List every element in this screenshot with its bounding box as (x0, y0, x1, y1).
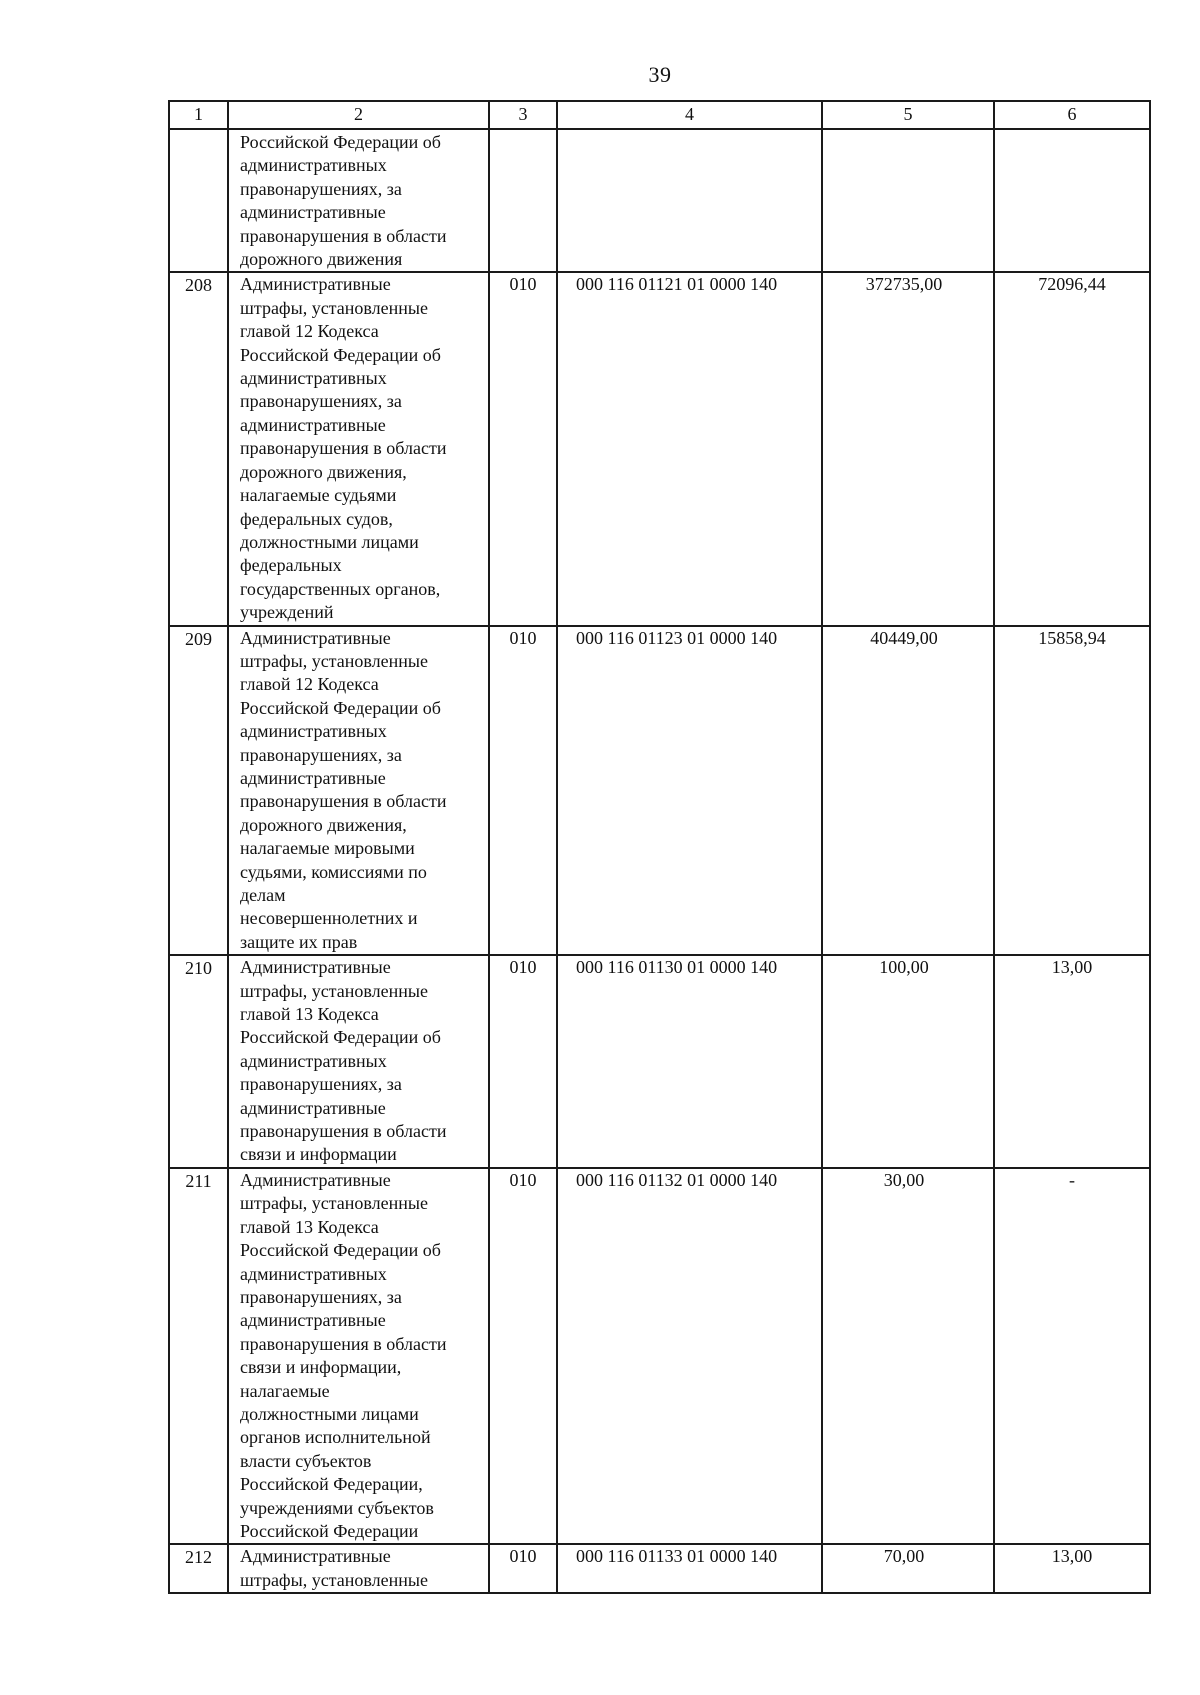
table-row (169, 272, 1150, 625)
header-col-2: 2 (228, 101, 489, 129)
cell-kbk (557, 129, 822, 272)
name-line: штрафы, установленные (240, 650, 428, 671)
name-line: административные (240, 414, 386, 435)
cell-kbk: 000 116 01133 01 0000 140 (557, 1544, 822, 1593)
name-line: правонарушения в области (240, 438, 447, 459)
name-line: органов исполнительной (240, 1427, 431, 1448)
name-line: главой 13 Кодекса (240, 1004, 379, 1025)
name-line: делам (240, 885, 286, 905)
cell-value5: 40449,00 (822, 626, 994, 956)
name-line: Административные (240, 1169, 391, 1190)
name-line: штрафы, установленные (240, 297, 428, 318)
cell-value6: 13,00 (994, 1544, 1150, 1593)
name-line: административные (240, 1310, 386, 1331)
cell-num: 211 (169, 1168, 228, 1545)
name-line: налагаемые мировыми (240, 838, 415, 859)
name-line: административных (240, 1050, 387, 1071)
name-line: Российской Федерации об (240, 344, 441, 365)
name-line: административных (240, 721, 387, 742)
name-line: правонарушениях, за (240, 744, 402, 765)
name-line: налагаемые (240, 1380, 330, 1401)
cell-code: 010 (489, 955, 557, 1168)
name-line: дорожного движения, (240, 814, 407, 835)
name-line: Российской Федерации об (240, 1027, 441, 1048)
cell-value5: 30,00 (822, 1168, 994, 1545)
name-line: федеральных (240, 555, 342, 576)
name-line: несовершеннолетних и (240, 908, 418, 929)
name-line: связи и информации (240, 1144, 397, 1165)
name-line: правонарушениях, за (240, 391, 402, 412)
table-row (169, 1544, 1150, 1593)
name-line: Административные (240, 1546, 391, 1567)
name-line: правонарушения в области (240, 225, 447, 246)
cell-name (228, 626, 489, 956)
continuation-row (169, 129, 1150, 272)
name-line: дорожного движения (240, 249, 403, 270)
budget-table (168, 100, 1151, 1594)
name-line: правонарушениях, за (240, 1286, 402, 1307)
cell-value6 (994, 129, 1150, 272)
name-line: административных (240, 1263, 387, 1284)
header-col-6: 6 (994, 101, 1150, 129)
cell-value6: - (994, 1168, 1150, 1545)
cell-value5 (822, 129, 994, 272)
name-line: должностными лицами (240, 531, 419, 552)
cell-kbk: 000 116 01123 01 0000 140 (557, 626, 822, 956)
name-line: правонарушения в области (240, 791, 447, 812)
name-line: Административные (240, 627, 391, 648)
name-line: защите их прав (240, 931, 358, 952)
cell-kbk: 000 116 01121 01 0000 140 (557, 272, 822, 625)
cell-value6: 15858,94 (994, 626, 1150, 956)
cell-num (169, 129, 228, 272)
name-line: связи и информации, (240, 1357, 402, 1378)
header-col-5: 5 (822, 101, 994, 129)
cell-code: 010 (489, 272, 557, 625)
cell-value5: 100,00 (822, 955, 994, 1168)
name-line: судьями, комиссиями по (240, 861, 427, 882)
name-line: главой 13 Кодекса (240, 1216, 379, 1237)
cell-name (228, 1544, 489, 1593)
table-body (169, 129, 1150, 1593)
name-line: учреждений (240, 602, 334, 623)
cell-code: 010 (489, 626, 557, 956)
table-row (169, 1168, 1150, 1545)
name-line: правонарушениях, за (240, 178, 402, 199)
name-line: правонарушения в области (240, 1333, 447, 1354)
name-line: государственных органов, (240, 578, 441, 599)
name-line: административные (240, 202, 386, 223)
header-row (169, 101, 1150, 129)
name-line: федеральных судов, (240, 508, 393, 529)
header-col-3: 3 (489, 101, 557, 129)
name-line: главой 12 Кодекса (240, 674, 379, 695)
name-line: штрафы, установленные (240, 1569, 428, 1590)
cell-value6: 72096,44 (994, 272, 1150, 625)
cell-num: 212 (169, 1544, 228, 1593)
name-line: правонарушения в области (240, 1121, 447, 1142)
cell-code (489, 129, 557, 272)
name-line: учреждениями субъектов (240, 1497, 434, 1518)
name-line: административные (240, 767, 386, 788)
header-col-4: 4 (557, 101, 822, 129)
name-line: дорожного движения, (240, 461, 407, 482)
name-line: штрафы, установленные (240, 980, 428, 1001)
cell-code: 010 (489, 1168, 557, 1545)
cell-value5: 372735,00 (822, 272, 994, 625)
page-number: 39 (648, 62, 672, 87)
name-line: налагаемые судьями (240, 485, 397, 506)
cell-name (228, 955, 489, 1168)
cell-value6: 13,00 (994, 955, 1150, 1168)
cell-name (228, 1168, 489, 1545)
cell-kbk: 000 116 01132 01 0000 140 (557, 1168, 822, 1545)
name-line: главой 12 Кодекса (240, 321, 379, 342)
header-col-1: 1 (169, 101, 228, 129)
name-line: административных (240, 155, 387, 176)
name-line: Российской Федерации об (240, 132, 441, 152)
cell-value5: 70,00 (822, 1544, 994, 1593)
name-line: власти субъектов (240, 1450, 372, 1471)
name-line: административных (240, 368, 387, 389)
name-line: Российской Федерации об (240, 1240, 441, 1261)
name-line: административные (240, 1097, 386, 1118)
cell-code: 010 (489, 1544, 557, 1593)
name-line: должностными лицами (240, 1403, 419, 1424)
name-line: штрафы, установленные (240, 1193, 428, 1214)
cell-num: 208 (169, 272, 228, 625)
cell-num: 209 (169, 626, 228, 956)
name-line: Административные (240, 274, 391, 295)
cell-num: 210 (169, 955, 228, 1168)
name-line: Административные (240, 957, 391, 978)
cell-name (228, 272, 489, 625)
table-row (169, 955, 1150, 1168)
name-line: Российской Федерации (240, 1520, 419, 1541)
name-line: Российской Федерации, (240, 1474, 423, 1495)
name-line: правонарушениях, за (240, 1074, 402, 1095)
cell-name (228, 129, 489, 272)
name-line: Российской Федерации об (240, 697, 441, 718)
table-row (169, 626, 1150, 956)
cell-kbk: 000 116 01130 01 0000 140 (557, 955, 822, 1168)
